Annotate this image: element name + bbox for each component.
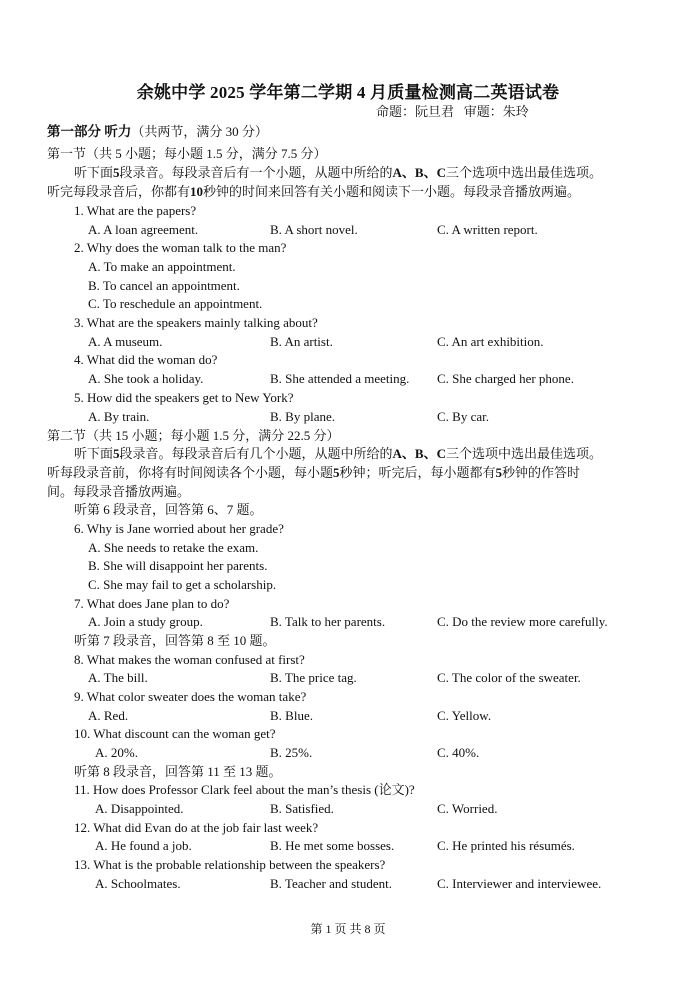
question-12-option-b: B. He met some bosses. xyxy=(270,838,395,853)
question-13-option-a: A. Schoolmates. xyxy=(95,876,181,891)
section2-instruction-line1: 听下面5段录音。每段录音后有几个小题，从题中所给的A、B、C三个选项中选出最佳选项。 xyxy=(74,446,602,461)
section1-instruction-line1: 听下面5段录音。每段录音后有一个小题，从题中所给的A、B、C三个选项中选出最佳选项。 xyxy=(74,165,602,180)
question-13-option-b: B. Teacher and student. xyxy=(270,876,392,891)
question-6-option-c: C. She may fail to get a scholarship. xyxy=(88,577,277,592)
question-1-stem: 1. What are the papers? xyxy=(74,203,197,218)
audio-7-instruction: 听第 7 段录音，回答第 8 至 10 题。 xyxy=(74,633,276,648)
section1-instruction-line2: 听完每段录音后，你都有10秒钟的时间来回答有关小题和阅读下一小题。每段录音播放两遍。 xyxy=(47,184,581,199)
question-8-option-c: C. The color of the sweater. xyxy=(437,670,581,685)
question-5-option-c: C. By car. xyxy=(437,409,489,424)
question-4-stem: 4. What did the woman do? xyxy=(74,352,218,367)
question-12-option-c: C. He printed his résumés. xyxy=(437,838,575,853)
part1-heading xyxy=(47,123,268,141)
question-4-option-a: A. She took a holiday. xyxy=(88,371,204,386)
part1-title: 第一部分 听力 xyxy=(47,124,132,139)
question-5-option-a: A. By train. xyxy=(88,409,150,424)
question-8-option-a: A. The bill. xyxy=(88,670,148,685)
audio-8-instruction: 听第 8 段录音，回答第 11 至 13 题。 xyxy=(74,764,282,779)
question-5-option-b: B. By plane. xyxy=(270,409,335,424)
question-11-option-a: A. Disappointed. xyxy=(95,801,184,816)
question-3-option-c: C. An art exhibition. xyxy=(437,334,544,349)
question-2-option-c: C. To reschedule an appointment. xyxy=(88,296,263,311)
question-9-option-a: A. Red. xyxy=(88,708,129,723)
question-7-option-a: A. Join a study group. xyxy=(88,614,203,629)
question-8-option-b: B. The price tag. xyxy=(270,670,357,685)
exam-authors: 命题：阮旦君 审题：朱玲 xyxy=(376,104,529,119)
question-3-stem: 3. What are the speakers mainly talking about? xyxy=(74,315,318,330)
question-1-option-b: B. A short novel. xyxy=(270,222,358,237)
question-6-stem: 6. Why is Jane worried about her grade? xyxy=(74,521,284,536)
question-12-stem: 12. What did Evan do at the job fair last week? xyxy=(74,820,319,835)
question-13-option-c: C. Interviewer and interviewee. xyxy=(437,876,602,891)
question-10-option-c: C. 40%. xyxy=(437,745,480,760)
audio-6-instruction: 听第 6 段录音，回答第 6、7 题。 xyxy=(74,502,263,517)
question-7-stem: 7. What does Jane plan to do? xyxy=(74,596,230,611)
section2-instruction-line2: 听每段录音前，你将有时间阅读各个小题，每小题5秒钟；听完后，每小题都有5秒钟的作答时 xyxy=(47,465,581,480)
question-5-stem: 5. How did the speakers get to New York? xyxy=(74,390,294,405)
question-2-option-a: A. To make an appointment. xyxy=(88,259,236,274)
section2-heading: 第二节（共 15 小题；每小题 1.5 分，满分 22.5 分） xyxy=(47,428,340,443)
question-8-stem: 8. What makes the woman confused at first? xyxy=(74,652,305,667)
question-13-stem: 13. What is the probable relationship between the speakers? xyxy=(74,857,386,872)
part1-note: （共两节，满分 30 分） xyxy=(131,124,268,139)
question-11-stem: 11. How does Professor Clark feel about the man’s thesis (论文)? xyxy=(74,782,415,797)
question-7-option-b: B. Talk to her parents. xyxy=(270,614,386,629)
section2-instruction-line3: 间。每段录音播放两遍。 xyxy=(47,484,191,499)
question-2-stem: 2. Why does the woman talk to the man? xyxy=(74,240,287,255)
question-4-option-b: B. She attended a meeting. xyxy=(270,371,410,386)
question-2-option-b: B. To cancel an appointment. xyxy=(88,278,240,293)
page-number: 第 1 页 共 8 页 xyxy=(310,922,386,936)
question-3-option-b: B. An artist. xyxy=(270,334,333,349)
exam-title: 余姚中学 2025 学年第二学期 4 月质量检测高二英语试卷 xyxy=(136,83,560,102)
question-10-stem: 10. What discount can the woman get? xyxy=(74,726,276,741)
question-9-stem: 9. What color sweater does the woman take? xyxy=(74,689,307,704)
question-12-option-a: A. He found a job. xyxy=(95,838,192,853)
question-1-option-a: A. A loan agreement. xyxy=(88,222,199,237)
question-7-option-c: C. Do the review more carefully. xyxy=(437,614,608,629)
question-1-option-c: C. A written report. xyxy=(437,222,538,237)
question-11-option-b: B. Satisfied. xyxy=(270,801,334,816)
question-11-option-c: C. Worried. xyxy=(437,801,498,816)
question-9-option-b: B. Blue. xyxy=(270,708,313,723)
question-6-option-b: B. She will disappoint her parents. xyxy=(88,558,268,573)
question-10-option-a: A. 20%. xyxy=(95,745,138,760)
question-4-option-c: C. She charged her phone. xyxy=(437,371,574,386)
question-6-option-a: A. She needs to retake the exam. xyxy=(88,540,259,555)
question-3-option-a: A. A museum. xyxy=(88,334,163,349)
question-9-option-c: C. Yellow. xyxy=(437,708,492,723)
section1-heading: 第一节（共 5 小题；每小题 1.5 分，满分 7.5 分） xyxy=(47,146,327,161)
question-10-option-b: B. 25%. xyxy=(270,745,313,760)
